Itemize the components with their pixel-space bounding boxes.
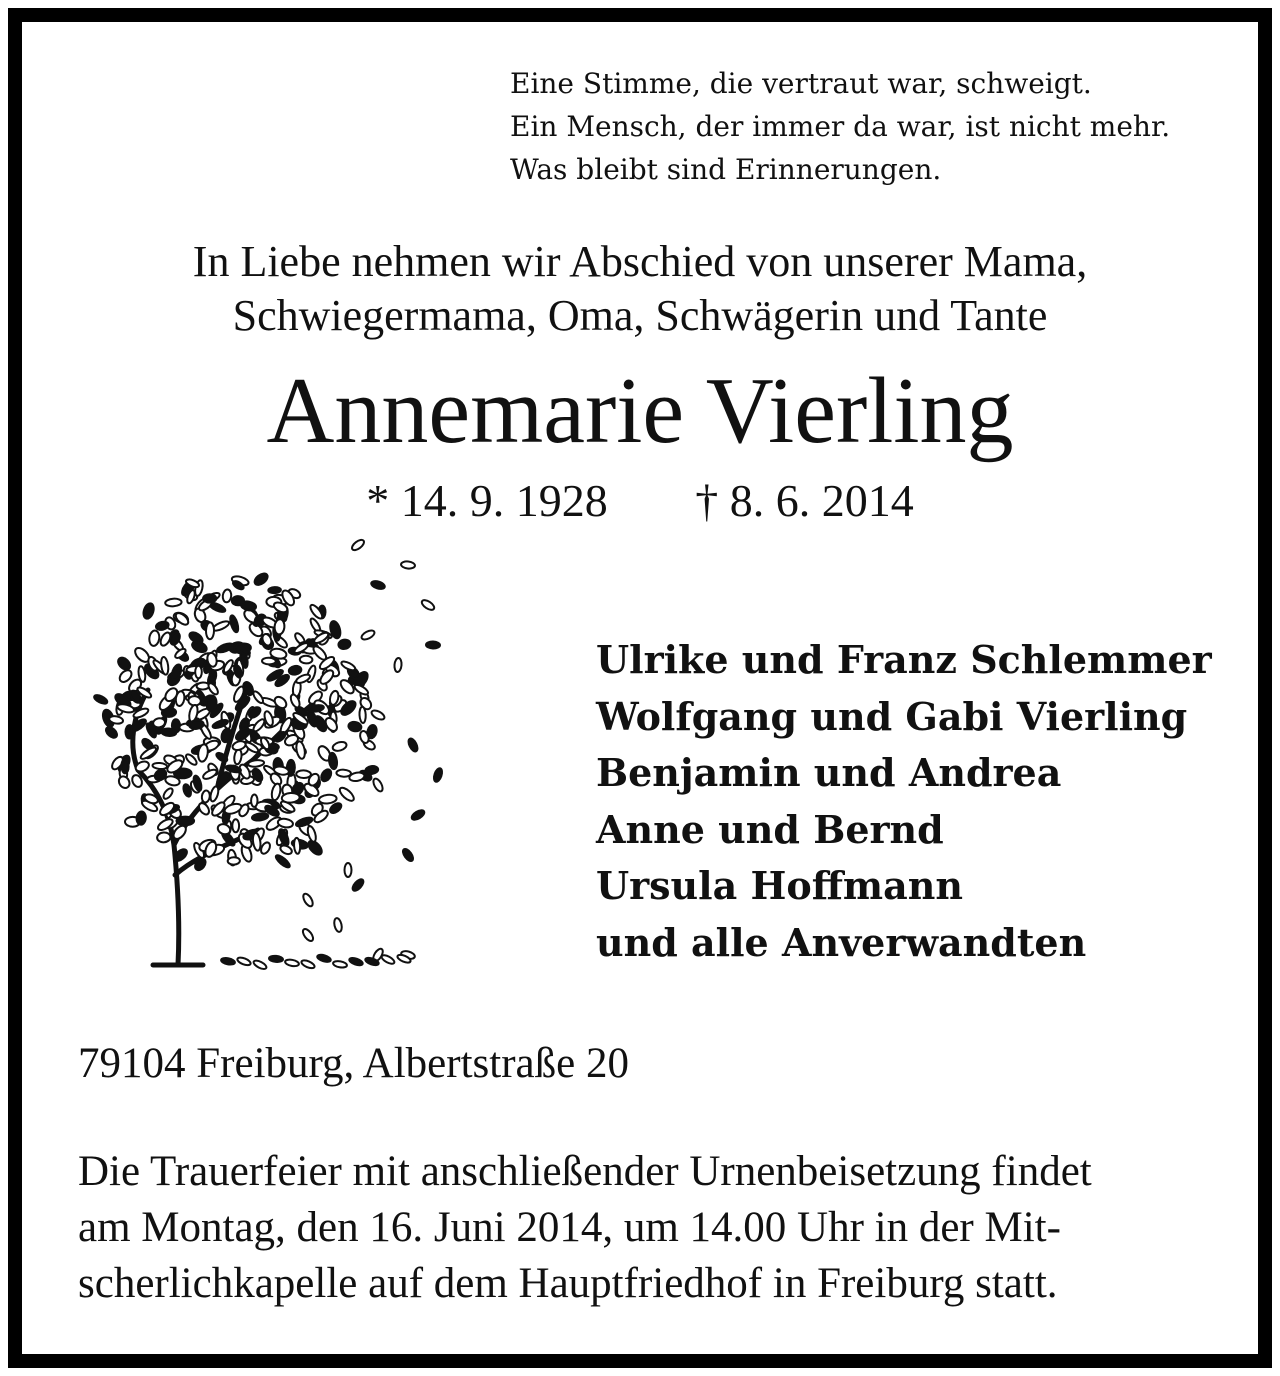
mourner-entry: Wolfgang und Gabi Vierling [596, 693, 1188, 739]
memorial-quote [510, 62, 1230, 191]
quote-line: Was bleibt sind Erinnerungen. [510, 153, 942, 186]
quote-line: Ein Mensch, der immer da war, ist nicht mehr. [510, 110, 1171, 143]
mourner-entry: Ursula Hoffmann [596, 863, 963, 908]
farewell-intro [0, 235, 1280, 343]
quote-line: Eine Stimme, die vertraut war, schweigt. [510, 67, 1092, 100]
ceremony-line: am Montag, den 16. Juni 2014, um 14.00 Uhr in der Mit- [78, 1204, 1061, 1251]
mourners-list [596, 632, 1246, 971]
ceremony-line: scherlichkapelle auf dem Hauptfriedhof in Freiburg statt. [78, 1260, 1058, 1307]
deceased-name: Annemarie Vierling [266, 359, 1014, 463]
ceremony-line: Die Trauerfeier mit anschließender Urnenbeisetzung findet [78, 1148, 1092, 1195]
death-date: † 8. 6. 2014 [695, 475, 914, 526]
life-dates [0, 472, 1280, 530]
windblown-tree-icon [78, 525, 448, 985]
intro-line: Schwiegermama, Oma, Schwägerin und Tante [232, 291, 1048, 340]
intro-line: In Liebe nehmen wir Abschied von unserer Mama, [192, 237, 1088, 286]
mourner-entry: Ulrike und Franz Schlemmer [596, 637, 1212, 682]
mourner-entry: und alle Anverwandten [596, 919, 1087, 965]
mourner-entry: Benjamin und Andrea [596, 750, 1062, 795]
funeral-ceremony-notice [78, 1144, 1208, 1312]
birth-date: * 14. 9. 1928 [366, 475, 608, 526]
mourner-entry: Anne und Bernd [596, 806, 944, 852]
family-address: 79104 Freiburg, Albertstraße 20 [78, 1040, 629, 1087]
